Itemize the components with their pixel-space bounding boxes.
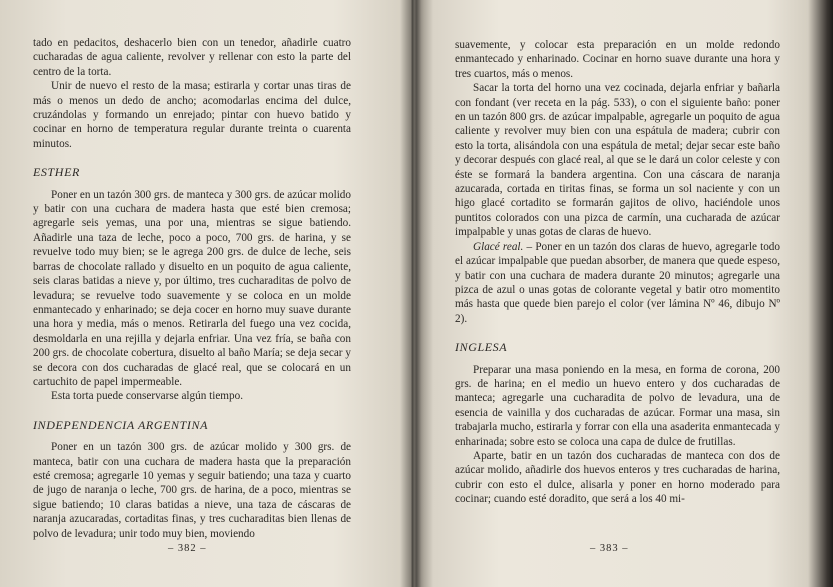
recipe-title-esther: ESTHER: [33, 165, 80, 180]
paragraph: tado en pedacitos, deshacerlo bien con un tenedor, añadirle cuatro cucharadas de agua caliente, revolver y rellenar con esto la parte del centro de la torta.: [33, 37, 351, 78]
recipe-title-inglesa: INGLESA: [455, 340, 508, 355]
paragraph: Unir de nuevo el resto de la masa; estirarla y cortar unas tiras de más o menos un dedo de ancho; acomodarlas encima del dulce, cruzándolas y formando un enrejado; pintar con huevo batido y cocinar en horno de temperatura regular durante treinta o cuarenta minutos.: [33, 80, 351, 150]
recipe-title-independencia-argentina: INDEPENDENCIA ARGENTINA: [33, 417, 209, 432]
right-page-text: [455, 38, 780, 507]
page-number-right: – 383 –: [590, 543, 629, 554]
paragraph: Poner en un tazón 300 grs. de manteca y 300 grs. de azúcar molido y batir con una cuchara de madera hasta que esté bien cremosa; agregarle seis yemas, una por una, mientras se sigue batiendo. Añadirle una taza de leche, poco a poco, 700 grs. de harina, y se revuelve todo muy bien; se le agrega 200 grs. de dulce de leche, seis barras de chocolate rallado y disuelto en un poquito de agua caliente, seis claras batidas a nieve y, por último, tres cucharaditas de polvo de levadura; se revuelve todo suavemente y se coloca en un molde enmantecado y enharinado; se deja cocer en horno muy suave durante una hora y media, más o menos. Retirarla del fuego una vez cocida, desmoldarla en una rejilla y dejarla enfriar. Una vez fría, se baña con 200 grs. de chocolate cobertura, disuelto al baño María; se deja secar y se decora con dos cucharadas de glacé real, que se colocará en un cartuchito de papel impermeable.: [33, 188, 351, 388]
glace-real-text: – Poner en un tazón dos claras de huevo, agregarle todo el azúcar impalpable que puedan absorber, de manera que quede espeso, y batir con una cuchara de madera durante 20 minutos; agregarle una pizca de azul o unas gotas de colorante vegetal y batir otro momentito más hasta que quede bien parejo el color (ver lámina Nº 46, dibujo Nº 2).: [455, 240, 780, 325]
paragraph-glace-real: [455, 240, 780, 326]
paragraph: suavemente, y colocar esta preparación en un molde redondo enmantecado y enharinado. Cocinar en horno suave durante una hora y tres cuartos, más o menos.: [455, 39, 780, 80]
page-number-left: – 382 –: [168, 543, 207, 554]
left-page-text: [33, 36, 351, 541]
left-page: [0, 0, 412, 587]
paragraph: Preparar una masa poniendo en la mesa, en forma de corona, 200 grs. de harina; en el medio un huevo entero y dos cucharadas de manteca; agregarle una cucharadita de polvo de levadura, una de esencia de vainilla y dos cucharadas de azúcar. Formar una masa, sin trabajarla mucho, estirarla y forrar con ella una asaderita enmantecada y enharinada; sobre esto se coloca una capa de dulce de frutillas.: [455, 363, 780, 448]
paragraph: Poner en un tazón 300 grs. de azúcar molido y 300 grs. de manteca, batir con una cuchara de madera hasta que la preparación esté cremosa; agregarle 10 yemas y seguir batiendo; una taza y cuarto de jugo de naranja o leche, 700 grs. de harina, de a poco, mientras se sigue batiendo; 10 claras batidas a nieve, una taza de cáscaras de naranja azucaradas, cortaditas finas, y tres cucharaditas bien llenas de polvo de levadura; unir todo muy bien, moviendo: [33, 441, 351, 540]
right-page: [414, 0, 826, 587]
paragraph: Esta torta puede conservarse algún tiempo.: [51, 390, 243, 403]
paragraph: Sacar la torta del horno una vez cocinada, dejarla enfriar y bañarla con fondant (ver receta en la pág. 533), o con el siguiente baño: poner en un tazón 800 grs. de azúcar impalpable, agregarle un poquito de agua caliente y revolver muy bien con una espátula de madera; cubrir con esto la torta, alisándola con una espátula de metal; dejar secar este baño y decorar después con glacé real, al que se le dará un color celeste y con éste se formará la bandera argentina. Con una cáscara de naranja azucarada, cortada en tiritas finas, se forma un sol naciente y con un higo glacé cortadito se formarán gajitos de olivo, haciéndole unos puntitos colorados con una pizca de carmín, una cucharada de azúcar impalpable y unas gotas de claras de huevo.: [455, 82, 780, 239]
glace-real-label: Glacé real.: [473, 240, 524, 253]
paragraph: Aparte, batir en un tazón dos cucharadas de manteca con dos de azúcar molido, añadirle dos huevos enteros y tres cucharadas de harina, cubrir con esto el dulce, alisarla y poner en horno moderado para cocinar; cuando esté doradito, que será a los 40 mi-: [455, 449, 780, 506]
